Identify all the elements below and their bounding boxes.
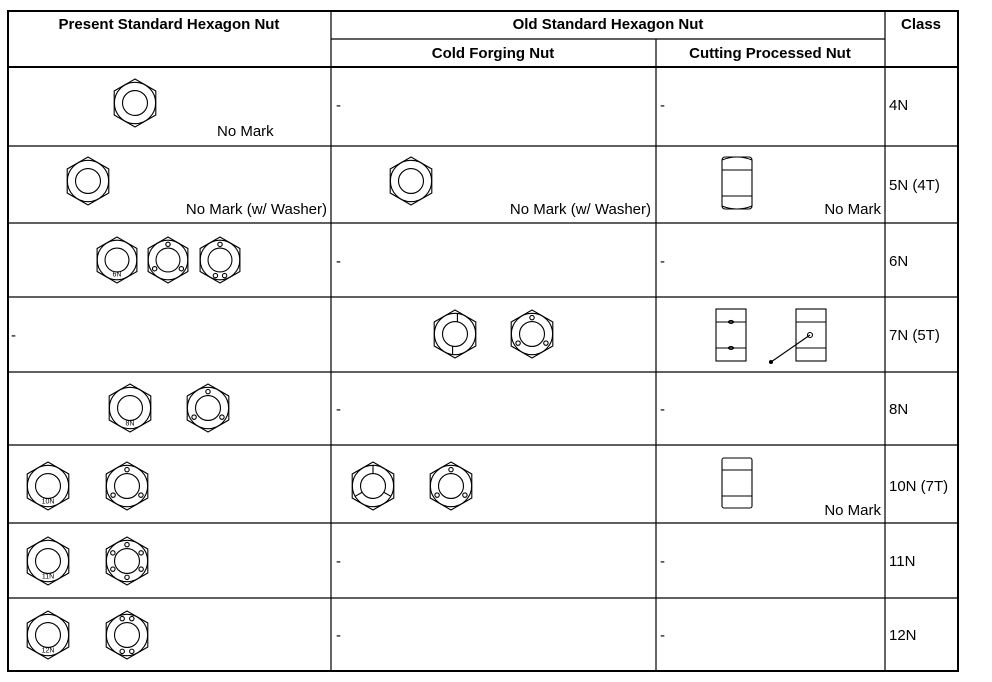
row5-cold-value: - <box>336 401 341 418</box>
row4-present-value: - <box>11 327 16 344</box>
row7-class: 11N <box>889 553 916 570</box>
row2-cold-note: No Mark (w/ Washer) <box>509 201 651 218</box>
row2-cutting-note: No Mark <box>824 201 881 218</box>
row2-class: 5N (4T) <box>889 177 940 194</box>
row5-class: 8N <box>889 401 909 418</box>
row7-cold-value: - <box>336 553 341 570</box>
row5-cutting-value: - <box>660 401 665 418</box>
row3-cold-value: - <box>336 253 341 270</box>
hex-nut-dots-icon <box>430 462 472 510</box>
row6-cutting-note: No Mark <box>824 502 881 519</box>
hex-nut-dots-icon <box>200 237 240 283</box>
row1-present-note: No Mark <box>217 123 274 140</box>
hex-nut-icon <box>67 157 109 205</box>
row8-cold-value: - <box>336 627 341 644</box>
hex-nut-icon <box>390 157 432 205</box>
hex-nut-marked-icon <box>109 384 151 432</box>
row1-cold-value: - <box>336 97 341 114</box>
nut-mark-label: 11N <box>41 573 55 581</box>
hex-nut-slot-icon <box>434 310 476 358</box>
hex-nut-grooves-icon <box>352 462 394 510</box>
nut-mark-label: 12N <box>41 647 55 655</box>
hex-nut-icon <box>114 79 156 127</box>
row8-cutting-value: - <box>660 627 665 644</box>
row6-class: 10N (7T) <box>889 478 949 495</box>
side-view-nut-icon <box>722 157 752 209</box>
side-view-nut-groove-icon <box>770 309 827 364</box>
row1-cutting-value: - <box>660 97 665 114</box>
row8-class: 12N <box>889 627 917 644</box>
hex-nut-marked-icon <box>27 611 69 659</box>
hex-nut-dots-icon <box>106 462 148 510</box>
header-cutting-processed: Cutting Processed Nut <box>689 45 851 62</box>
row3-class: 6N <box>889 253 909 270</box>
header-class: Class <box>900 16 942 33</box>
nut-mark-label: 8N <box>125 420 135 428</box>
header-old-standard: Old Standard Hexagon Nut <box>512 16 704 33</box>
hex-nut-dots-icon <box>106 611 148 659</box>
side-view-nut-marked-icon <box>716 309 746 361</box>
hex-nut-dots-icon <box>511 310 553 358</box>
header-present-standard: Present Standard Hexagon Nut <box>58 16 280 33</box>
header-cold-forging: Cold Forging Nut <box>431 45 555 62</box>
table-border <box>8 11 958 671</box>
side-view-nut-icon-2 <box>722 458 752 508</box>
hex-nut-marked-icon <box>27 462 69 510</box>
hex-nut-dots-icon <box>148 237 188 283</box>
hex-nut-marked-icon <box>27 537 69 585</box>
row4-class: 7N (5T) <box>889 327 940 344</box>
nut-mark-label: 10N <box>41 498 55 506</box>
nut-mark-label: 6N <box>112 271 122 279</box>
row1-class: 4N <box>889 97 909 114</box>
hex-nut-dots-icon <box>106 537 148 585</box>
row7-cutting-value: - <box>660 553 665 570</box>
hex-nut-dots-icon <box>187 384 229 432</box>
hex-nut-marked-icon <box>97 237 137 283</box>
row2-present-note: No Mark (w/ Washer) <box>185 201 327 218</box>
row3-cutting-value: - <box>660 253 665 270</box>
